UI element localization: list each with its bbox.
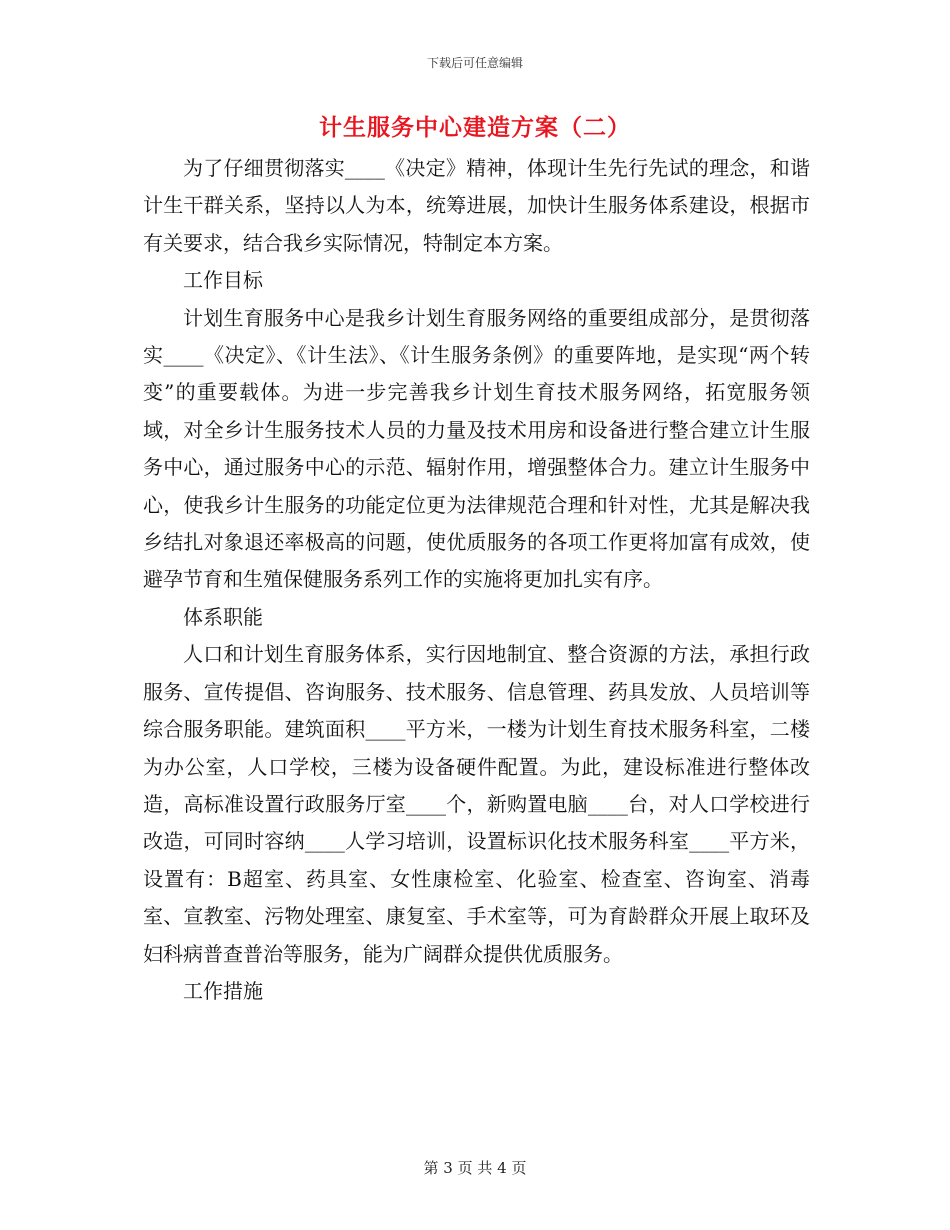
- section-heading-measures: 工作措施: [183, 978, 263, 1003]
- paragraph-intro: 为了仔细贯彻落实____《决定》精神，体现计生先行先试的理念，和谐计生干群关系，坚持以人为本，统筹进展，加快计生服务体系建设，根据市有关要求，结合我乡实际情况，特制定本方案。: [143, 156, 810, 255]
- section-heading-functions: 体系职能: [183, 604, 263, 629]
- paragraph-goals: 计划生育服务中心是我乡计划生育服务网络的重要组成部分，是贯彻落实____《决定》、《计生法》、《计生服务条例》的重要阵地，是实现“两个转变”的重要载体。为进一步完善我乡计划生育技术服务网络，拓宽服务领域，对全乡计生服务技术人员的力量及技术用房和设备进行整合建立计生服务中心，通过服务中心的示范、辐射作用，增强整体合力。建立计生服务中心，使我乡计生服务的功能定位更为法律规范合理和针对性，尤其是解决我乡结扎对象退还率极高的问题，使优质服务的各项工作更将加富有成效，使避孕节育和生殖保健服务系列工作的实施将更加扎实有序。: [143, 305, 810, 592]
- page-number: 第 3 页 共 4 页: [423, 1159, 527, 1177]
- document-body: [143, 150, 810, 1010]
- paragraph-functions: 人口和计划生育服务体系，实行因地制宜、整合资源的方法，承担行政服务、宣传提倡、咨询服务、技术服务、信息管理、药具发放、人员培训等综合服务职能。建筑面积____平方米，一楼为计划生育技术服务科室，二楼为办公室，人口学校，三楼为设备硬件配置。为此，建设标准进行整体改造，高标准设置行政服务厅室____个，新购置电脑____台，对人口学校进行改造，可同时容纳____人学习培训，设置标识化技术服务科室____平方米，设置有：B超室、药具室、女性康检室、化验室、检查室、咨询室、消毒室、宣教室、污物处理室、康复室、手术室等，可为育龄群众开展上取环及妇科病普查普治等服务，能为广阔群众提供优质服务。: [143, 642, 810, 966]
- header-note: 下载后可任意编辑: [426, 56, 523, 70]
- section-heading-goals: 工作目标: [183, 268, 263, 293]
- document-title: 计生服务中心建造方案（二）: [319, 114, 631, 141]
